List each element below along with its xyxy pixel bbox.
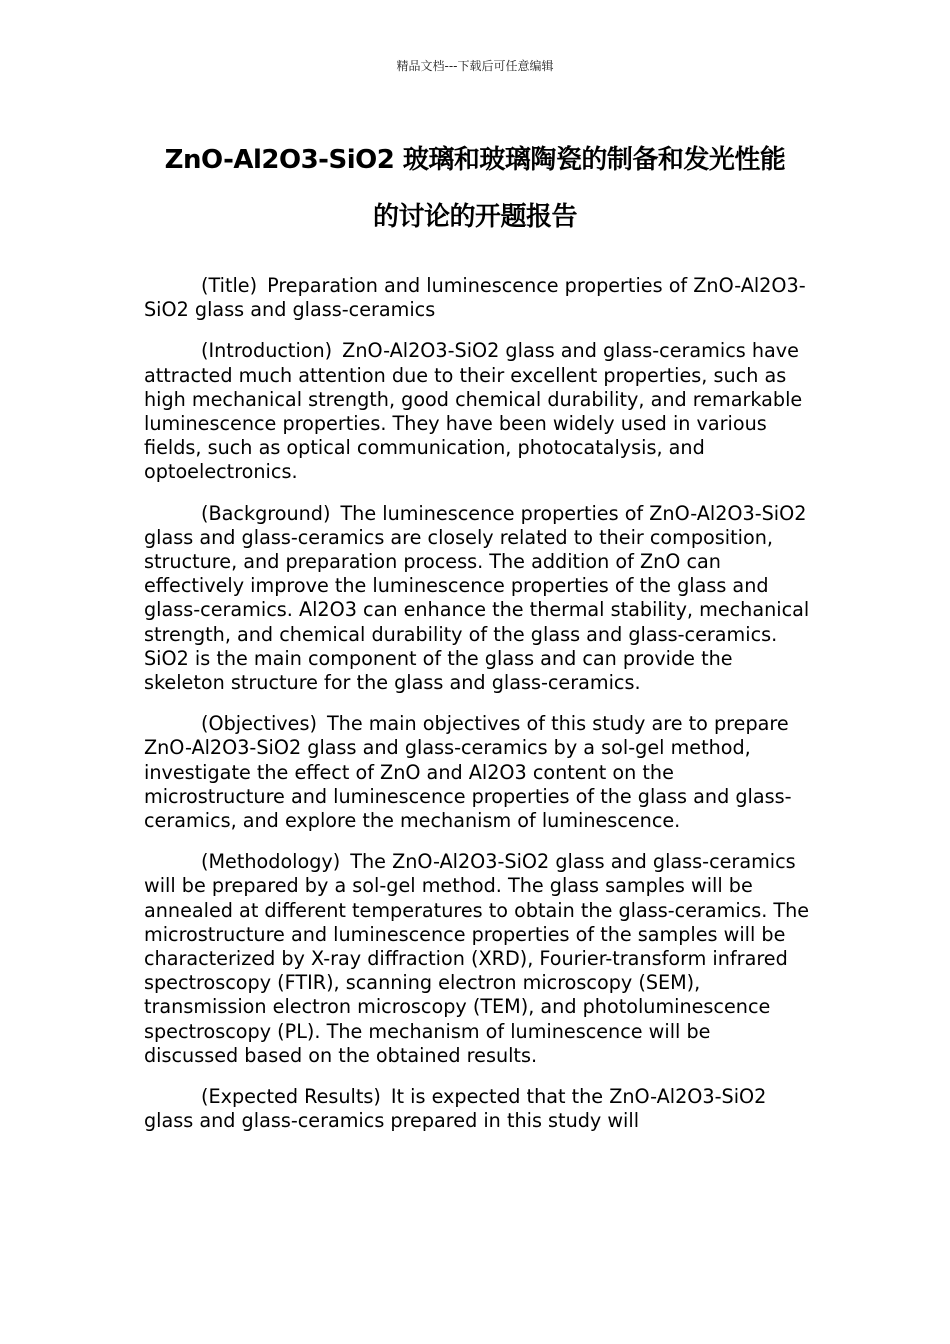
- section-text: The luminescence properties of ZnO-Al2O3-SiO2 glass and glass-ceramics are closely related to their composition, structure, and preparation process. The addition of ZnO can effectively improve the luminescence properties of the glass and glass-ceramics. Al2O3 can enhance the thermal stability, mechanical strength, and chemical durability of the glass and glass-ceramics. SiO2 is the main component of the glass and can provide the skeleton structure for the glass and glass-ceramics.: [144, 501, 810, 695]
- section-text: It is expected that the ZnO-Al2O3-SiO2 glass and glass-ceramics prepared in this study will: [144, 1085, 767, 1133]
- document-title-line-2: 的讨论的开题报告: [372, 202, 577, 232]
- section-title: [144, 274, 810, 322]
- section-text: The main objectives of this study are to prepare ZnO-Al2O3-SiO2 glass and glass-ceramics by a sol-gel method, investigate the effect of ZnO and Al2O3 content on the microstructure and luminescence properties of the glass and glass-ceramics, and explore the mechanism of luminescence.: [144, 712, 792, 833]
- document-title-line-1: ZnO-Al2O3-SiO2 玻璃和玻璃陶瓷的制备和发光性能: [164, 145, 786, 175]
- section-introduction: [144, 339, 810, 484]
- section-methodology: [144, 850, 810, 1068]
- section-heading: (Introduction): [201, 339, 333, 363]
- section-heading: (Methodology): [201, 850, 341, 874]
- section-text: Preparation and luminescence properties of ZnO-Al2O3-SiO2 glass and glass-ceramics: [144, 274, 806, 322]
- document-title: [120, 132, 830, 246]
- section-text: ZnO-Al2O3-SiO2 glass and glass-ceramics have attracted much attention due to their excellent properties, such as high mechanical strength, good chemical durability, and remarkable luminescence properties. They have been widely used in various fields, such as optical communication, photocatalysis, and optoelectronics.: [144, 339, 803, 484]
- section-heading: (Background): [201, 501, 331, 525]
- section-expected-results: [144, 1085, 810, 1133]
- document-body: [144, 274, 810, 1151]
- section-heading: (Title): [201, 274, 258, 297]
- section-objectives: [144, 712, 810, 833]
- section-background: [144, 502, 810, 696]
- section-heading: (Expected Results): [201, 1085, 381, 1109]
- section-heading: (Objectives): [201, 712, 317, 736]
- section-text: The ZnO-Al2O3-SiO2 glass and glass-ceramics will be prepared by a sol-gel method. The glass samples will be annealed at different temperatures to obtain the glass-ceramics. The microstructure and luminescence properties of the samples will be characterized by X-ray diffraction (XRD), Fourier-transform infrared spectroscopy (FTIR), scanning electron microscopy (SEM), transmission electron microscopy (TEM), and photoluminescence spectroscopy (PL). The mechanism of luminescence will be discussed based on the obtained results.: [144, 850, 810, 1067]
- page-header-note: 精品文档---下载后可任意编辑: [396, 59, 554, 73]
